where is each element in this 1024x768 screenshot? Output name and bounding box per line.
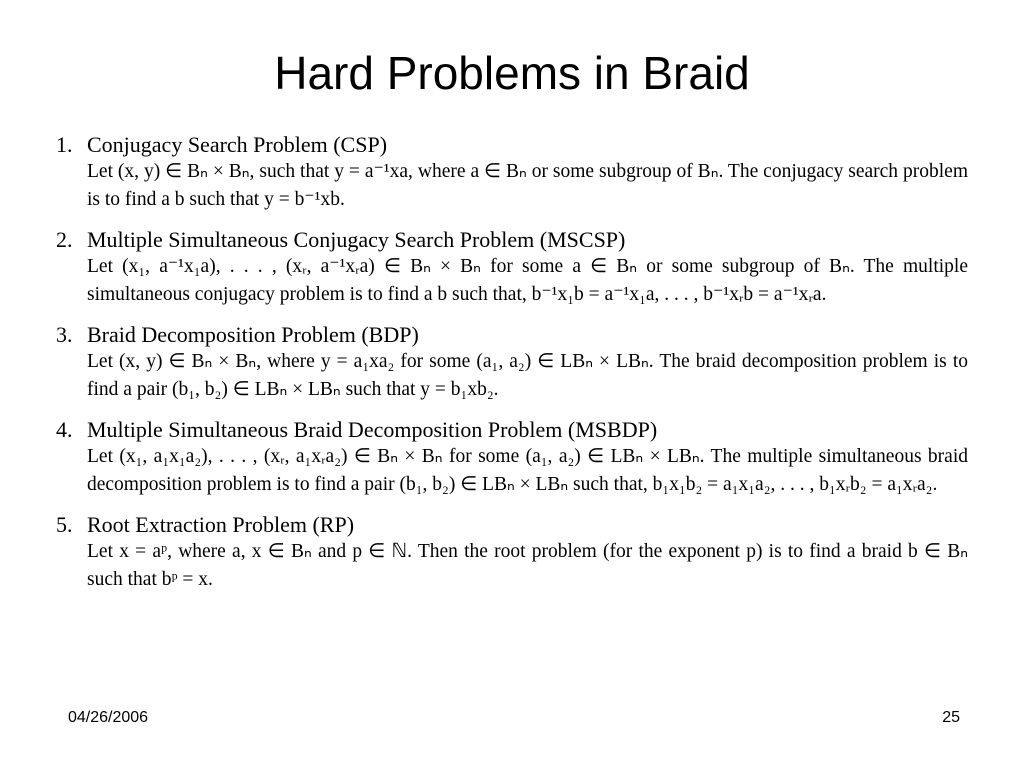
problem-number: 3. bbox=[56, 322, 73, 347]
problem-description: Let (x, y) ∈ Bₙ × Bₙ, such that y = a⁻¹xa, where a ∈ Bₙ or some subgroup of Bₙ. The conjugacy search problem is to find a b such that y = b⁻¹xb. bbox=[87, 161, 968, 210]
problem-number: 2. bbox=[56, 227, 73, 252]
problem-number: 4. bbox=[56, 417, 73, 442]
problem-title: Multiple Simultaneous Conjugacy Search Problem (MSCSP) bbox=[87, 227, 626, 252]
problem-item-rp bbox=[56, 510, 968, 594]
problem-item-mscsp bbox=[56, 225, 968, 309]
problem-item-csp bbox=[56, 130, 968, 214]
problem-number: 5. bbox=[56, 512, 73, 537]
problem-item-msbdp bbox=[56, 415, 968, 499]
problem-list bbox=[56, 130, 968, 605]
problem-description: Let (x, y) ∈ Bₙ × Bₙ, where y = a₁xa₂ for some (a₁, a₂) ∈ LBₙ × LBₙ. The braid decomposition problem is to find a pair (b₁, b₂) ∈ LBₙ × LBₙ such that y = b₁xb₂. bbox=[87, 351, 968, 400]
problem-title: Multiple Simultaneous Braid Decomposition Problem (MSBDP) bbox=[87, 417, 658, 442]
problem-description: Let (x₁, a₁x₁a₂), . . . , (xᵣ, a₁xᵣa₂) ∈ Bₙ × Bₙ for some (a₁, a₂) ∈ LBₙ × LBₙ. The multiple simultaneous braid decomposition problem is to find a pair (b₁, b₂) ∈ LBₙ × LBₙ such that, b₁x₁b₂ = a₁x₁a₂, . . . , b₁xᵣb₂ = a₁xᵣa₂. bbox=[87, 446, 968, 495]
problem-title: Braid Decomposition Problem (BDP) bbox=[87, 322, 419, 347]
problem-number: 1. bbox=[56, 132, 73, 157]
problem-item-bdp bbox=[56, 320, 968, 404]
slide-page-number: 25 bbox=[942, 709, 960, 726]
problem-title: Root Extraction Problem (RP) bbox=[87, 512, 355, 537]
footer-date: 04/26/2006 bbox=[68, 709, 149, 726]
slide-title: Hard Problems in Braid bbox=[274, 47, 750, 99]
problem-description: Let x = aᵖ, where a, x ∈ Bₙ and p ∈ ℕ. Then the root problem (for the exponent p) is to find a braid b ∈ Bₙ such that bᵖ = x. bbox=[87, 541, 968, 590]
problem-description: Let (x₁, a⁻¹x₁a), . . . , (xᵣ, a⁻¹xᵣa) ∈ Bₙ × Bₙ for some a ∈ Bₙ or some subgroup of Bₙ. The multiple simultaneous conjugacy problem is to find a b such that, b⁻¹x₁b = a⁻¹x₁a, . . . , b⁻¹xᵣb = a⁻¹xᵣa. bbox=[87, 256, 968, 305]
problem-title: Conjugacy Search Problem (CSP) bbox=[87, 132, 388, 157]
